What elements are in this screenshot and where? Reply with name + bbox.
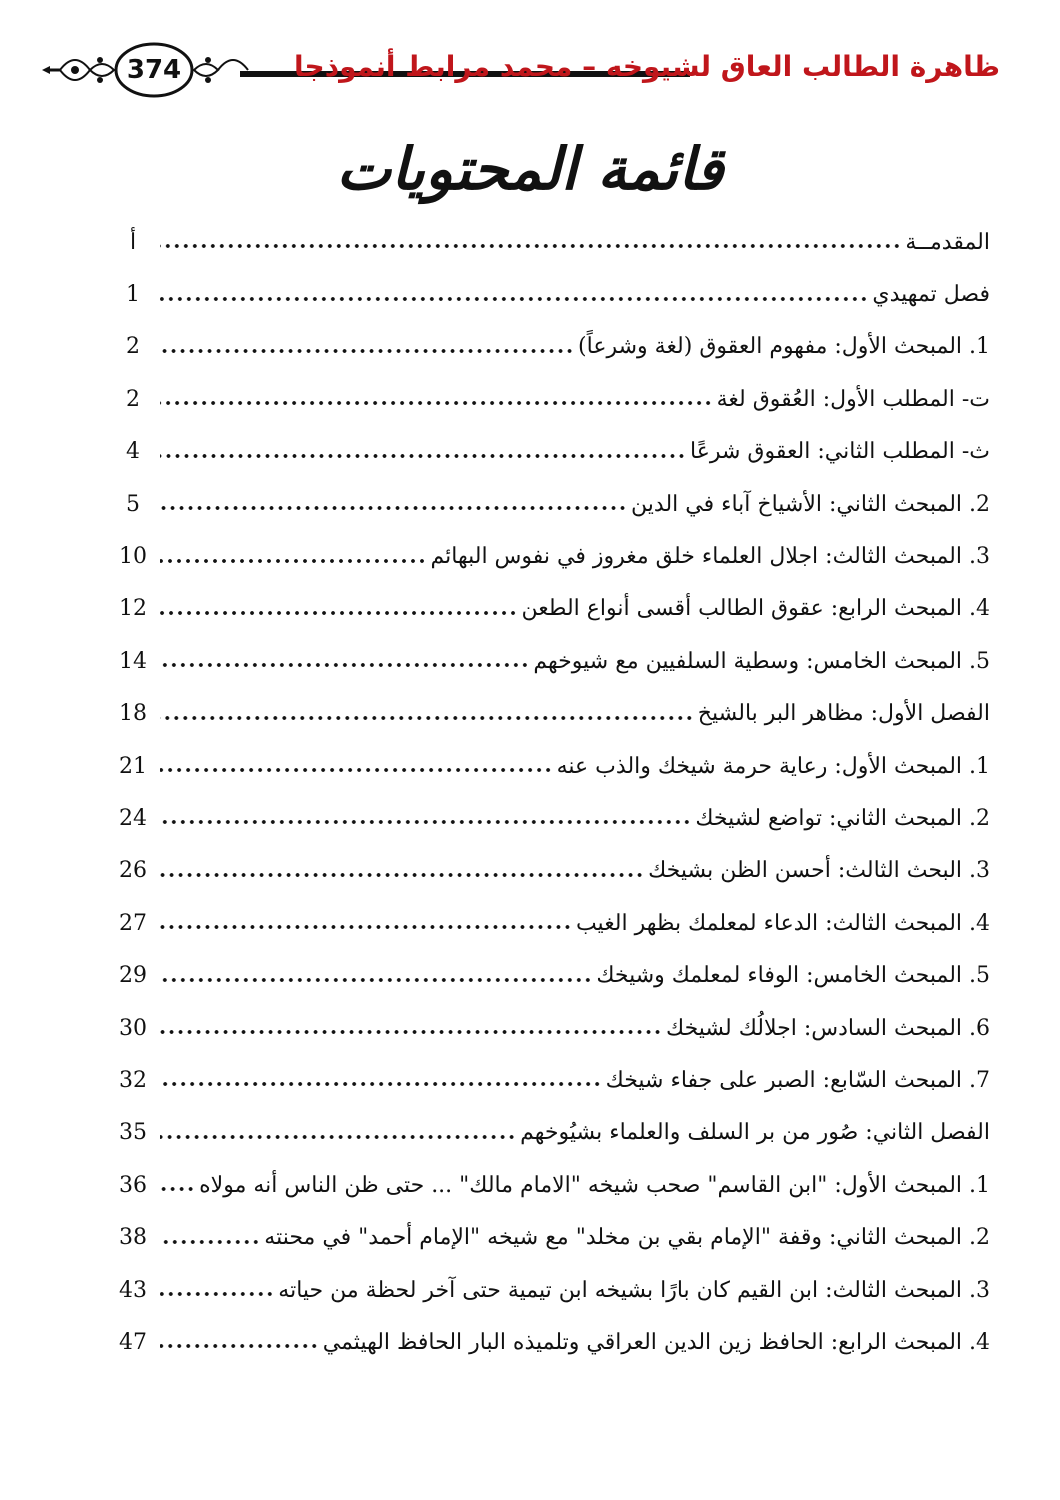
toc-entry[interactable] [110,583,990,635]
toc-entry[interactable] [110,1316,990,1368]
toc-entry-label: 5. المبحث الخامس: وسطية السلفيين مع شيوخهم [533,648,990,674]
dot-leader [160,1330,319,1354]
toc-entry-page: 2 [126,386,140,412]
dot-leader [160,283,868,307]
page-number: 374 [126,55,182,85]
toc-entry-label: 5. المبحث الخامس: الوفاء لمعلمك وشيخك [596,963,990,989]
toc-entry-label: 2. المبحث الثاني: تواضع لشيخك [695,805,990,831]
toc-entry-label: فصل تمهيدي [872,282,990,308]
toc-entry-label: 4. المبحث الرابع: الحافظ زين الدين العراقي وتلميذه البار الحافظ الهيثمي [322,1329,990,1355]
header-title: ظاهرة الطالب العاق لشيوخه – محمد مرابط أنموذجا [294,50,1000,83]
dot-leader [160,335,574,359]
toc-entry[interactable] [110,949,990,1001]
toc-entry-page: 21 [119,753,147,779]
table-of-contents [110,216,990,1369]
toc-entry-page: 35 [119,1120,147,1146]
toc-entry-label: 1. المبحث الأول: مفهوم العقوق (لغة وشرعاً) [578,334,990,360]
toc-entry-label: 4. المبحث الرابع: عقوق الطالب أقسى أنواع الطعن [521,596,990,622]
toc-entry[interactable] [110,373,990,425]
dot-leader [160,702,694,726]
dot-leader [160,1016,662,1040]
toc-entry-label: 2. المبحث الثاني: الأشياخ آباء في الدين [631,491,990,517]
toc-entry-label: 7. المبحث السّابع: الصبر على جفاء شيخك [605,1067,990,1093]
toc-entry-label: 6. المبحث السادس: اجلالُك لشيخك [666,1015,990,1041]
toc-entry-label: 3. المبحث الثالث: ابن القيم كان بارًا بشيخه ابن تيمية حتى آخر لحظة من حياته [278,1277,990,1303]
dot-leader [160,1121,516,1145]
toc-entry[interactable] [110,792,990,844]
toc-entry-page: 18 [119,701,147,727]
toc-entry[interactable] [110,1107,990,1159]
dot-leader [160,440,686,464]
toc-entry[interactable] [110,688,990,740]
toc-entry-page: 24 [119,805,147,831]
dot-leader [160,1226,260,1250]
toc-entry[interactable] [110,740,990,792]
toc-entry[interactable] [110,635,990,687]
toc-entry[interactable] [110,426,990,478]
toc-entry[interactable] [110,216,990,268]
dot-leader [160,492,627,516]
toc-entry[interactable] [110,897,990,949]
toc-entry-page: 12 [119,596,147,622]
toc-entry[interactable] [110,478,990,530]
toc-entry-page: 43 [119,1277,147,1303]
toc-entry-label: 4. المبحث الثالث: الدعاء لمعلمك بظهر الغيب [575,910,990,936]
dot-leader [160,1173,195,1197]
dot-leader [160,597,518,621]
toc-entry-page: 32 [119,1067,147,1093]
toc-entry-page: 30 [119,1015,147,1041]
toc-entry[interactable] [110,1054,990,1106]
dot-leader [160,754,553,778]
dot-leader [160,649,529,673]
toc-entry-page: 10 [119,544,147,570]
dot-leader [160,387,713,411]
toc-entry-label: 3. المبحث الثالث: اجلال العلماء خلق مغروز في نفوس البهائم [430,544,990,570]
toc-entry-page: 36 [119,1172,147,1198]
toc-entry-page: 1 [126,282,140,308]
toc-entry[interactable] [110,530,990,582]
toc-entry-label: 1. المبحث الأول: رعاية حرمة شيخك والذب عنه [556,753,990,779]
toc-entry-page: أ [129,229,137,255]
toc-entry-label: 3. البحث الثالث: أحسن الظن بشيخك [648,858,990,884]
toc-entry[interactable] [110,268,990,320]
toc-entry[interactable] [110,1264,990,1316]
dot-leader [160,964,592,988]
toc-entry[interactable] [110,845,990,897]
toc-entry-label: 2. المبحث الثاني: وقفة "الإمام بقي بن مخلد" مع شيخه "الإمام أحمد" في محنته [264,1225,990,1251]
toc-entry-label: الفصل الثاني: صُور من بر السلف والعلماء بشيُوخهم [520,1120,990,1146]
toc-entry-page: 26 [119,858,147,884]
toc-entry[interactable] [110,1211,990,1263]
dot-leader [160,859,644,883]
dot-leader [160,1278,274,1302]
toc-entry-page: 29 [119,963,147,989]
toc-entry-label: 1. المبحث الأول: "ابن القاسم" صحب شيخه "الامام مالك" ... حتى ظن الناس أنه مولاه [199,1172,990,1198]
dot-leader [160,806,691,830]
dot-leader [160,1068,602,1092]
toc-entry-page: 27 [119,910,147,936]
toc-entry-page: 38 [119,1225,147,1251]
toc-entry-page: 14 [119,648,147,674]
toc-entry-page: 47 [119,1329,147,1355]
toc-entry-page: 5 [126,491,140,517]
dot-leader [160,230,901,254]
page-header [40,40,1000,100]
toc-entry-page: 4 [126,439,140,465]
toc-entry[interactable] [110,321,990,373]
toc-entry[interactable] [110,1159,990,1211]
toc-entry-page: 2 [126,334,140,360]
toc-entry-label: الفصل الأول: مظاهر البر بالشيخ [697,701,990,727]
toc-entry-label: ت- المطلب الأول: العُقوق لغة [716,386,990,412]
toc-entry[interactable] [110,1002,990,1054]
toc-entry-label: المقدمــة [905,229,990,255]
toc-entry-label: ث- المطلب الثاني: العقوق شرعًا [689,439,990,465]
dot-leader [160,545,427,569]
dot-leader [160,911,572,935]
page-title: قائمة المحتويات [336,135,724,203]
